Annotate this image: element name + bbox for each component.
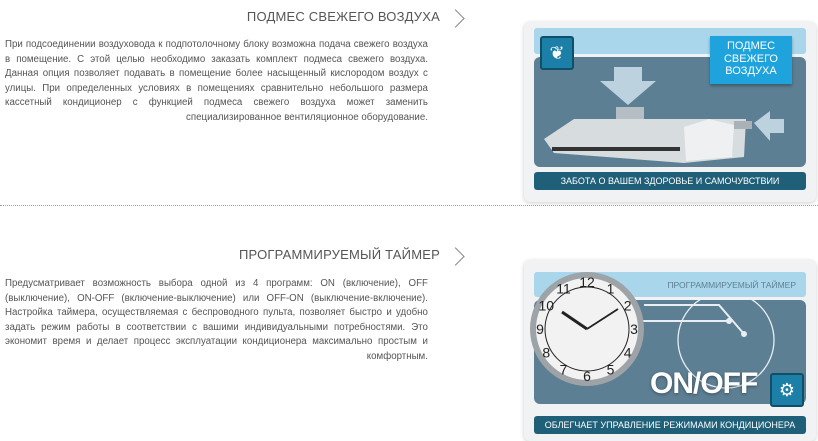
on-off-label: ON/OFF — [650, 367, 758, 400]
clock-icon — [526, 268, 648, 390]
clock-number: 1 — [606, 280, 615, 297]
chevron-right-icon — [446, 247, 464, 265]
clock-number: 6 — [583, 368, 591, 384]
heading-fresh-air: ПОДМЕС СВЕЖЕГО ВОЗДУХА — [246, 9, 440, 24]
fresh-air-description: При подсоединении воздуховода к подпотолочному блоку возможна подача свежего воздуха в помещение. С этой целью необходимо заказать комплект подмеса свежего воздуха. Данная опция позволяет подавать в помещение более насыщенный кислородом воздух с улицы. При определенных условиях в помещениях сравнительно небольшого размера кассетный кондиционер с функцией подмеса свежего воздуха может заменить специализированное вентиляционное оборудование. — [5, 39, 428, 123]
clock-number: 8 — [542, 344, 551, 361]
clock-number: 10 — [538, 297, 555, 314]
clock-number: 4 — [623, 344, 632, 361]
label-line: СВЕЖЕГО — [723, 52, 778, 65]
gears-icon: ⚙ — [770, 373, 804, 407]
clock-number: 3 — [630, 321, 638, 337]
fresh-air-label — [710, 36, 792, 84]
label-line: ПОДМЕС — [726, 40, 776, 52]
fresh-air-card — [524, 22, 816, 202]
label-line: ВОЗДУХА — [725, 65, 777, 77]
clock-number: 11 — [556, 280, 571, 297]
clock-number: 7 — [559, 361, 568, 378]
card-footer: ЗАБОТА О ВАШЕМ ЗДОРОВЬЕ И САМОЧУВСТВИИ — [534, 172, 806, 190]
clock-number: 9 — [536, 321, 544, 337]
clock-number: 5 — [606, 361, 615, 378]
leaf-icon: ❦ — [540, 36, 574, 70]
timer-description: Предусматривает возможность выбора одной из 4 программ: ON (включение), OFF (выключение), ON-OFF (включение-выключение) или OFF-ON (выключение-включение). Настройка таймера, осуществляемая с беспроводного пульта, позволяет быстро и удобно задать режим работы в соответствии с вашими индивидуальными потребностями. Это экономит время и делает процесс эксплуатации кондиционера максимально простым и комфортным. — [5, 278, 428, 362]
chevron-right-icon — [446, 9, 464, 27]
timer-band-label: ПРОГРАММИРУЕМЫЙ ТАЙМЕР — [667, 280, 796, 290]
clock-number: 2 — [623, 297, 632, 314]
heading-timer: ПРОГРАММИРУЕМЫЙ ТАЙМЕР — [238, 247, 440, 262]
card-footer: ОБЛЕГЧАЕТ УПРАВЛЕНИЕ РЕЖИМАМИ КОНДИЦИОНЕРА — [534, 416, 806, 434]
timer-card — [524, 260, 816, 441]
section-divider — [0, 205, 818, 206]
clock-number: 12 — [579, 274, 595, 290]
